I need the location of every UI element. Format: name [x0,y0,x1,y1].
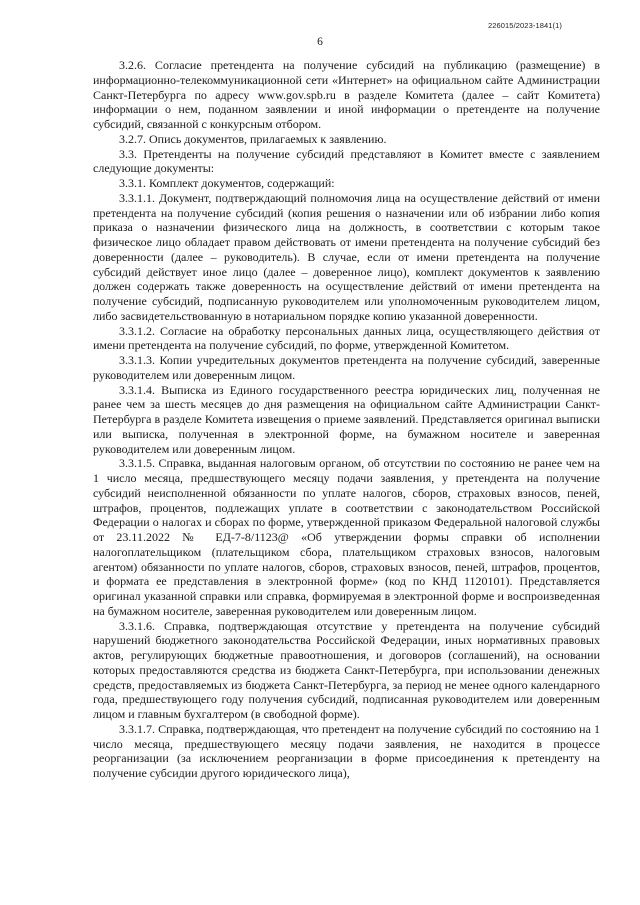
paragraph-3-2-7: 3.2.7. Опись документов, прилагаемых к заявлению. [119,131,387,146]
paragraph-3-3-1-7: 3.3.1.7. Справка, подтверждающая, что претендент на получение субсидий по состоянию на 1 число месяца, предшествующего месяцу подачи заявления, не находится в процессе реорганизации (за исключением реорганизации в форме присоединения к претенденту на получение субсидии другого юридического лица), [93,721,600,780]
paragraph-3-3-1-2: 3.3.1.2. Согласие на обработку персональных данных лица, осуществляющего действия от имени претендента на получение субсидий, по форме, утвержденной Комитетом. [93,323,600,353]
paragraph-3-3-1-4: 3.3.1.4. Выписка из Единого государственного реестра юридических лиц, полученная не ранее чем за шесть месяцев до дня размещения на официальном сайте Администрации Санкт-Петербурга в разделе Комитета извещения о приеме заявлений. Представляется оригинал выписки или выписка, полученная в электронной форме, на бумажном носителе и заверенная руководителем или доверенным лицом. [93,382,600,456]
page-number: 6 [317,36,323,48]
paragraph-3-3-1-1: 3.3.1.1. Документ, подтверждающий полномочия лица на осуществление действий от имени претендента на получение субсидий (копия решения о назначении или об избрании либо копия приказа о назначении физического лица на должность, в соответствии с которым такое физическое лицо обладает правом действовать от имени претендента на получение субсидий без доверенности (далее – руководитель). В случае, если от имени претендента на получение субсидий действует иное лицо (далее – доверенное лицо), комплект документов к заявлению должен содержать также доверенность на осуществление действий от имени претендента на получение субсидий, подписанную руководителем или уполномоченным руководителем лицом, либо засвидетельствованную в нотариальном порядке копию указанной доверенности. [93,190,600,323]
paragraph-3-3-1-5: 3.3.1.5. Справка, выданная налоговым органом, об отсутствии по состоянию не ранее чем на 1 число месяца, предшествующего месяцу подачи заявления, у претендента на получение субсидий неисполненной обязанности по уплате налогов, сборов, страховых взносов, пеней, штрафов, процентов, подлежащих уплате в соответствии с законодательством Российской Федерации о налогах и сборах по форме, утвержденной приказом Федеральной налоговой службы от 23.11.2022 № ЕД-7-8/1123@ «Об утверждении формы справки об исполнении налогоплательщиком (плательщиком сбора, плательщиком страховых взносов, налоговым агентом) обязанности по уплате налогов, сборов, страховых взносов, пеней, штрафов, процентов, и формата ее представления в электронной форме» (код по КНД 1120101). Представляется оригинал указанной справки или справка, формируемая в электронной форме и воспроизведенная на бумажном носителе, заверенная руководителем или доверенным лицом. [93,456,600,618]
paragraph-3-3-1: 3.3.1. Комплект документов, содержащий: [119,176,335,190]
paragraph-3-3-1-6: 3.3.1.6. Справка, подтверждающая отсутствие у претендента на получение субсидий нарушений бюджетного законодательства Российской Федерации, иных нормативных правовых актов, регулирующих бюджетные правоотношения, и договоров (соглашений), на основании которых предоставляются средства из бюджета Санкт-Петербурга, при использовании денежных средств, предоставляемых из бюджета Санкт-Петербурга, за период не менее одного календарного года, предшествующего году получения субсидий, подписанная руководителем или доверенным лицом и главным бухгалтером (в свободной форме). [93,618,600,721]
document-body [93,58,600,781]
document-number: 226015/2023-1841(1) [487,21,562,30]
paragraph-3-3: 3.3. Претенденты на получение субсидий представляют в Комитет вместе с заявлением следующие документы: [93,146,600,176]
paragraph-3-2-6: 3.2.6. Согласие претендента на получение субсидий на публикацию (размещение) в информационно-телекоммуникационной сети «Интернет» на официальном сайте Администрации Санкт-Петербурга по адресу www.gov.spb.ru в разделе Комитета (далее – сайт Комитета) информации о нем, поданном заявлении и иной информации о претенденте на получение субсидий, связанной с конкурсным отбором. [93,58,600,131]
paragraph-3-3-1-3: 3.3.1.3. Копии учредительных документов претендента на получение субсидий, заверенные руководителем или доверенным лицом. [93,353,600,382]
